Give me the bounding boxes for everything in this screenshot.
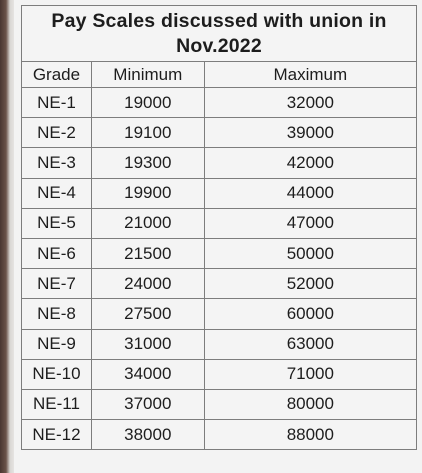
grade-cell: NE-11: [22, 389, 92, 419]
table-row: [22, 299, 417, 329]
grade-cell: NE-5: [22, 208, 92, 238]
table-row: [22, 208, 417, 238]
maximum-cell: 50000: [204, 238, 416, 268]
maximum-cell: 52000: [204, 269, 416, 299]
minimum-cell: 31000: [91, 329, 204, 359]
table-row: [22, 359, 417, 389]
grade-cell: NE-9: [22, 329, 92, 359]
header-row: [22, 62, 417, 88]
table-body: [22, 88, 417, 450]
table-row: [22, 238, 417, 268]
column-header-maximum: Maximum: [204, 62, 416, 88]
maximum-cell: 39000: [204, 118, 416, 148]
title-line-1: Pay Scales discussed with union in: [51, 10, 387, 32]
table-row: [22, 389, 417, 419]
minimum-cell: 38000: [91, 420, 204, 450]
column-header-minimum: Minimum: [91, 62, 204, 88]
grade-cell: NE-12: [22, 420, 92, 450]
grade-cell: NE-8: [22, 299, 92, 329]
minimum-cell: 21000: [91, 208, 204, 238]
maximum-cell: 63000: [204, 329, 416, 359]
table-row: [22, 420, 417, 450]
maximum-cell: 80000: [204, 389, 416, 419]
table-row: [22, 269, 417, 299]
maximum-cell: 88000: [204, 420, 416, 450]
grade-cell: NE-2: [22, 118, 92, 148]
table-row: [22, 178, 417, 208]
maximum-cell: 47000: [204, 208, 416, 238]
title-row: [22, 6, 417, 62]
minimum-cell: 19000: [91, 88, 204, 118]
minimum-cell: 19300: [91, 148, 204, 178]
table-row: [22, 118, 417, 148]
table-row: [22, 88, 417, 118]
title-line-2: Nov.2022: [176, 35, 262, 57]
maximum-cell: 44000: [204, 178, 416, 208]
minimum-cell: 37000: [91, 389, 204, 419]
column-header-grade: Grade: [22, 62, 92, 88]
grade-cell: NE-1: [22, 88, 92, 118]
grade-cell: NE-4: [22, 178, 92, 208]
maximum-cell: 60000: [204, 299, 416, 329]
grade-cell: NE-3: [22, 148, 92, 178]
minimum-cell: 19900: [91, 178, 204, 208]
grade-cell: NE-6: [22, 238, 92, 268]
grade-cell: NE-7: [22, 269, 92, 299]
minimum-cell: 34000: [91, 359, 204, 389]
minimum-cell: 27500: [91, 299, 204, 329]
minimum-cell: 21500: [91, 238, 204, 268]
table-title: [22, 6, 417, 62]
minimum-cell: 24000: [91, 269, 204, 299]
table-row: [22, 329, 417, 359]
table-row: [22, 148, 417, 178]
pay-scales-table: [21, 5, 417, 450]
maximum-cell: 71000: [204, 359, 416, 389]
maximum-cell: 42000: [204, 148, 416, 178]
maximum-cell: 32000: [204, 88, 416, 118]
grade-cell: NE-10: [22, 359, 92, 389]
minimum-cell: 19100: [91, 118, 204, 148]
